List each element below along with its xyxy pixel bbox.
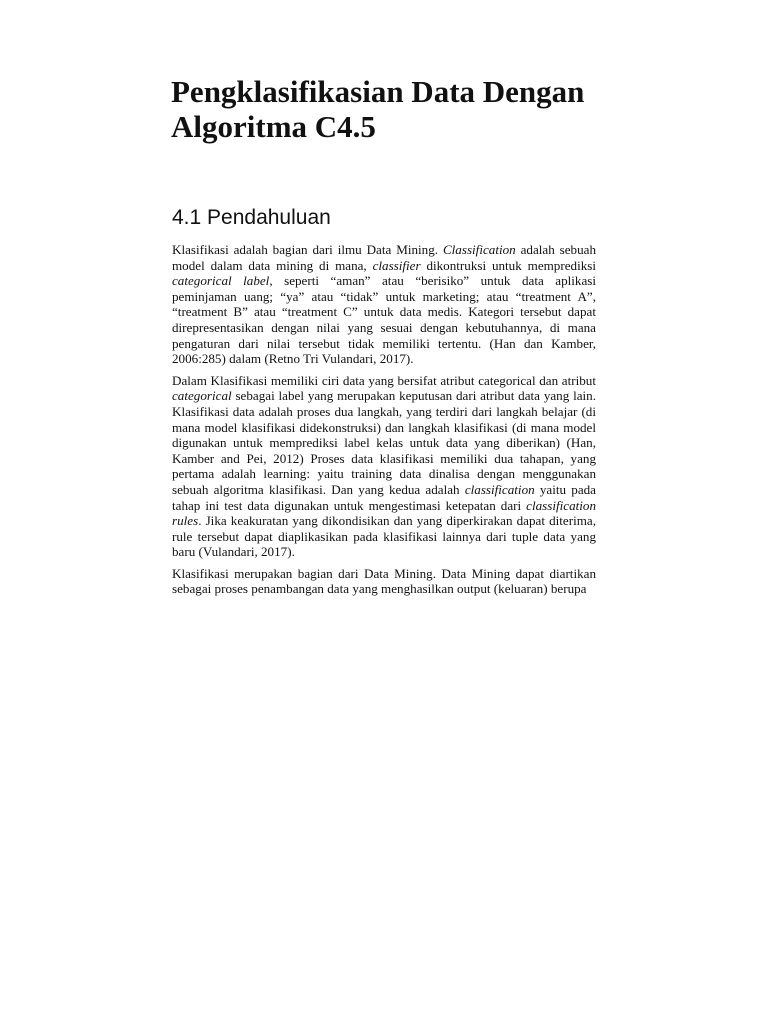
paragraph-1-text-a: Klasifikasi adalah bagian dari ilmu Data Mining. [172, 242, 443, 257]
chapter-title-line-1: Pengklasifikasian Data Dengan [171, 74, 585, 109]
paragraph-1-text-c: dikontruksi untuk memprediksi [420, 257, 596, 273]
paragraph-2-text-d: . Jika keakuratan yang dikondisikan dan yang diperkirakan dapat diterima, rule tersebut dapat diaplikasikan pada klasifikasi lainnya dari tuple data yang baru (Vulandari, 2017). [172, 513, 596, 560]
paragraph-1-italic-c: categorical label [172, 273, 270, 289]
paragraph-2-text-c: yaitu pada tahap ini test data digunakan untuk mengestimasi ketepatan dari [172, 481, 596, 513]
paragraph-2-text-a: Dalam Klasifikasi memiliki ciri data yang bersifat atribut categorical dan atribut [172, 372, 596, 388]
paragraph-1-italic-b: classifier [372, 257, 421, 273]
paragraph-1-text-d: , seperti “aman” atau “berisiko” untuk data aplikasi peminjaman uang; “ya” atau “tidak” untuk marketing; atau “treatment A”, “treatment B” atau “treatment C” untuk data medis. Kategori tersebut dapat direpresentasikan dengan nilai yang sesuai dengan kebutuhannya, di mana pengaturan dari nilai tersebut tidak memiliki tertentu. (Han dan Kamber, 2006:285) dalam (Retno Tri Vulandari, 2017). [172, 273, 596, 367]
section-heading: 4.1 Pendahuluan [172, 206, 331, 229]
paragraph-1-italic-a: Classification [442, 242, 516, 257]
chapter-title [171, 74, 601, 144]
body-text [172, 242, 596, 597]
paragraph-2 [172, 373, 596, 560]
paragraph-2-italic-a: categorical [172, 388, 232, 404]
paragraph-3: Klasifikasi merupakan bagian dari Data Mining. Data Mining dapat diartikan sebagai proses penambangan data yang menghasilkan output (keluaran) berupa [172, 565, 596, 597]
paragraph-2-text-b: sebagai label yang merupakan keputusan dari atribut data yang lain. Klasifikasi data adalah proses dua langkah, yang terdiri dari langkah belajar (di mana model klasifikasi didekonstruksi) dan langkah klasifikasi (di mana model digunakan untuk memprediksi label kelas untuk data yang diberikan) (Han, Kamber and Pei, 2012) Proses data klasifikasi memiliki dua tahapan, yang pertama adalah learning: yaitu training data dinalisa dengan menggunakan sebuah algoritma klasifikasi. Dan yang kedua adalah [172, 388, 596, 497]
paragraph-1-text-b: adalah sebuah model dalam data mining di mana, [172, 242, 597, 273]
paragraph-2-italic-b: classification [464, 481, 535, 497]
paragraph-2-italic-c: classification rules [172, 497, 596, 529]
chapter-title-line-2: Algoritma C4.5 [171, 109, 376, 144]
paragraph-1 [172, 242, 596, 367]
